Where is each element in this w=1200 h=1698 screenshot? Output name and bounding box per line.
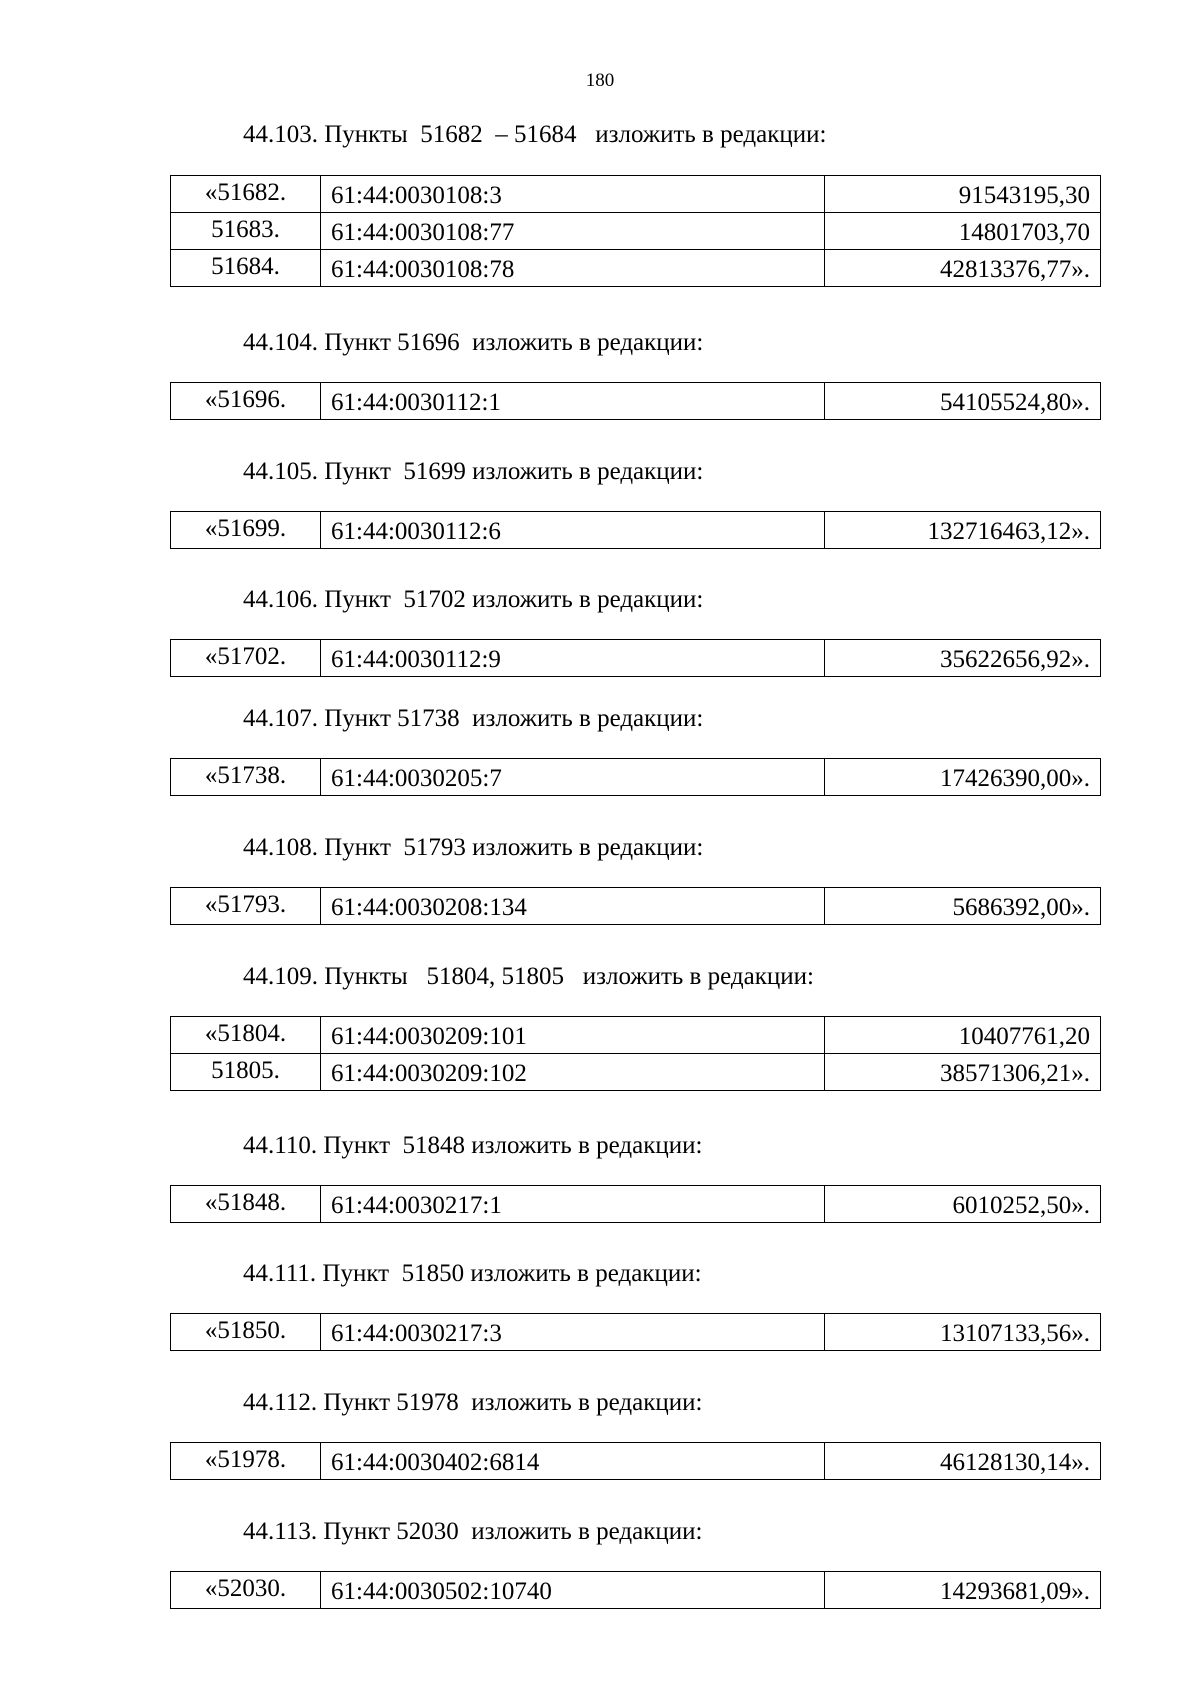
value-cell: 54105524,80». [825, 383, 1101, 420]
value-cell: 46128130,14». [825, 1443, 1101, 1480]
value-cell: 5686392,00». [825, 888, 1101, 925]
amendment-heading: 44.111. Пункт 51850 изложить в редакции: [243, 1260, 702, 1287]
item-number-cell: «51978. [171, 1443, 321, 1480]
cadastral-number-cell: 61:44:0030112:6 [321, 512, 825, 549]
item-number-cell: «51702. [171, 640, 321, 677]
value-cell: 132716463,12». [825, 512, 1101, 549]
table-row [171, 383, 1101, 420]
amendment-table [170, 511, 1101, 549]
amendment-table [170, 1016, 1101, 1091]
value-cell: 35622656,92». [825, 640, 1101, 677]
value-cell: 14293681,09». [825, 1572, 1101, 1609]
amendment-heading: 44.106. Пункт 51702 изложить в редакции: [243, 586, 704, 613]
table-row [171, 640, 1101, 677]
table-row [171, 213, 1101, 250]
value-cell: 10407761,20 [825, 1017, 1101, 1054]
amendment-table [170, 758, 1101, 796]
amendment-heading: 44.104. Пункт 51696 изложить в редакции: [243, 329, 704, 356]
amendment-heading: 44.107. Пункт 51738 изложить в редакции: [243, 705, 704, 732]
amendment-table [170, 175, 1101, 287]
amendment-heading: 44.103. Пункты 51682 – 51684 изложить в редакции: [243, 121, 827, 148]
amendment-heading: 44.110. Пункт 51848 изложить в редакции: [243, 1132, 703, 1159]
amendment-table [170, 639, 1101, 677]
page-number: 180 [585, 70, 615, 91]
value-cell: 13107133,56». [825, 1314, 1101, 1351]
cadastral-number-cell: 61:44:0030209:102 [321, 1054, 825, 1091]
table-row [171, 1054, 1101, 1091]
item-number-cell: 51805. [171, 1054, 321, 1091]
cadastral-number-cell: 61:44:0030205:7 [321, 759, 825, 796]
item-number-cell: 51684. [171, 250, 321, 287]
item-number-cell: «51682. [171, 176, 321, 213]
cadastral-number-cell: 61:44:0030108:77 [321, 213, 825, 250]
table-row [171, 1443, 1101, 1480]
table-row [171, 759, 1101, 796]
item-number-cell: «51699. [171, 512, 321, 549]
table-row [171, 1314, 1101, 1351]
item-number-cell: «52030. [171, 1572, 321, 1609]
item-number-cell: «51848. [171, 1186, 321, 1223]
cadastral-number-cell: 61:44:0030108:78 [321, 250, 825, 287]
amendment-table [170, 1442, 1101, 1480]
table-row [171, 250, 1101, 287]
amendment-table [170, 1185, 1101, 1223]
cadastral-number-cell: 61:44:0030112:9 [321, 640, 825, 677]
table-row [171, 1186, 1101, 1223]
amendment-heading: 44.105. Пункт 51699 изложить в редакции: [243, 458, 704, 485]
value-cell: 91543195,30 [825, 176, 1101, 213]
table-row [171, 512, 1101, 549]
amendment-heading: 44.113. Пункт 52030 изложить в редакции: [243, 1518, 703, 1545]
cadastral-number-cell: 61:44:0030502:10740 [321, 1572, 825, 1609]
amendment-table [170, 887, 1101, 925]
cadastral-number-cell: 61:44:0030112:1 [321, 383, 825, 420]
value-cell: 38571306,21». [825, 1054, 1101, 1091]
amendment-table [170, 382, 1101, 420]
amendment-table [170, 1571, 1101, 1609]
table-row [171, 1572, 1101, 1609]
item-number-cell: «51804. [171, 1017, 321, 1054]
amendment-table [170, 1313, 1101, 1351]
cadastral-number-cell: 61:44:0030217:1 [321, 1186, 825, 1223]
cadastral-number-cell: 61:44:0030209:101 [321, 1017, 825, 1054]
value-cell: 14801703,70 [825, 213, 1101, 250]
item-number-cell: «51793. [171, 888, 321, 925]
item-number-cell: 51683. [171, 213, 321, 250]
value-cell: 6010252,50». [825, 1186, 1101, 1223]
item-number-cell: «51696. [171, 383, 321, 420]
value-cell: 42813376,77». [825, 250, 1101, 287]
cadastral-number-cell: 61:44:0030108:3 [321, 176, 825, 213]
table-row [171, 176, 1101, 213]
cadastral-number-cell: 61:44:0030217:3 [321, 1314, 825, 1351]
table-row [171, 888, 1101, 925]
amendment-heading: 44.108. Пункт 51793 изложить в редакции: [243, 834, 704, 861]
table-row [171, 1017, 1101, 1054]
value-cell: 17426390,00». [825, 759, 1101, 796]
item-number-cell: «51738. [171, 759, 321, 796]
amendment-heading: 44.109. Пункты 51804, 51805 изложить в редакции: [243, 963, 814, 990]
cadastral-number-cell: 61:44:0030402:6814 [321, 1443, 825, 1480]
amendment-heading: 44.112. Пункт 51978 изложить в редакции: [243, 1389, 703, 1416]
cadastral-number-cell: 61:44:0030208:134 [321, 888, 825, 925]
item-number-cell: «51850. [171, 1314, 321, 1351]
